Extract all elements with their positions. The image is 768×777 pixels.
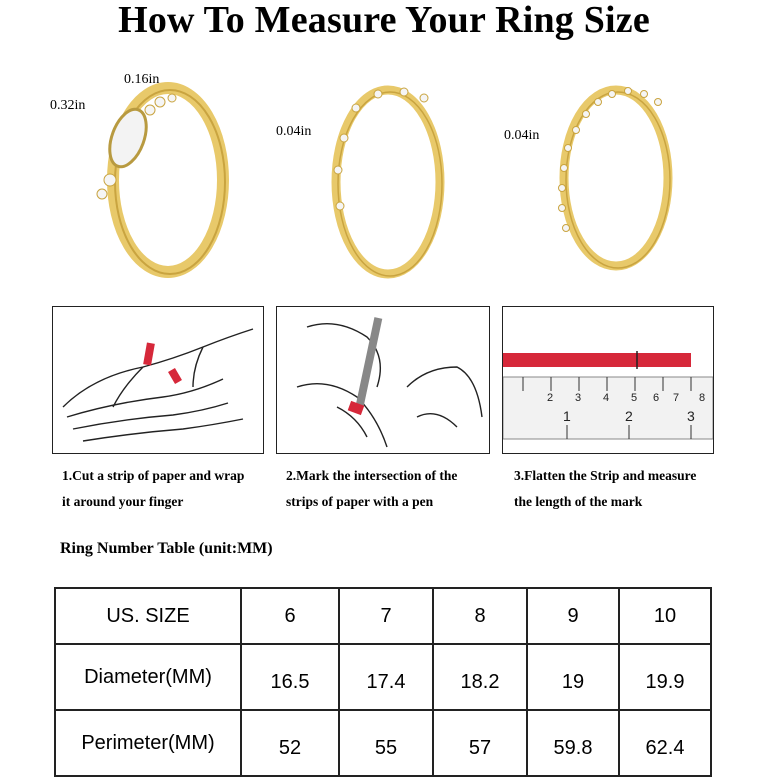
ring-size-table	[54, 587, 712, 777]
row-label-perimeter: Perimeter(MM)	[55, 710, 241, 776]
table-cell: 8	[433, 588, 527, 644]
ring1-width-label: 0.16in	[124, 72, 160, 87]
step2-line2: strips of paper with a pen	[286, 494, 434, 509]
step3-line2: the length of the mark	[514, 494, 643, 509]
table-cell: 10	[619, 588, 711, 644]
ruler-illustration	[503, 307, 713, 453]
step3-caption	[514, 463, 696, 515]
table-row	[55, 710, 711, 776]
ring-thin-image	[316, 78, 456, 293]
row-label-us-size: US. SIZE	[55, 588, 241, 644]
table-row	[55, 588, 711, 644]
table-cell: 52	[241, 710, 339, 776]
hand-wrap-illustration	[53, 307, 263, 453]
table-cell: 17.4	[339, 644, 433, 710]
step3-line1: 3.Flatten the Strip and measure	[514, 468, 697, 483]
step2-line1: 2.Mark the intersection of the	[286, 468, 458, 483]
ruler-cm-5: 5	[631, 392, 638, 404]
page-title: How To Measure Your Ring Size	[118, 0, 650, 41]
ruler-cm-2: 2	[547, 392, 554, 404]
ring2-width-label: 0.04in	[276, 124, 312, 139]
table-cell: 57	[433, 710, 527, 776]
ring-illustrations	[0, 64, 768, 304]
table-title: Ring Number Table (unit:MM)	[60, 540, 273, 557]
table-cell: 59.8	[527, 710, 619, 776]
ring-eternity-image	[540, 78, 690, 288]
table-cell: 19.9	[619, 644, 711, 710]
ruler-inch-2: 2	[625, 408, 633, 424]
table-cell: 55	[339, 710, 433, 776]
step2-panel	[276, 306, 490, 454]
ruler-cm-3: 3	[575, 392, 582, 404]
ruler-cm-4: 4	[603, 392, 610, 404]
step1-panel	[52, 306, 264, 454]
table-cell: 18.2	[433, 644, 527, 710]
table-cell: 7	[339, 588, 433, 644]
table-cell: 62.4	[619, 710, 711, 776]
step3-panel	[502, 306, 714, 454]
ruler-inch-3: 3	[687, 408, 695, 424]
ruler-inch-1: 1	[563, 408, 571, 424]
ring1-height-label: 0.32in	[50, 98, 86, 113]
table-cell: 6	[241, 588, 339, 644]
table-cell: 16.5	[241, 644, 339, 710]
ring-marquise-image	[80, 80, 230, 290]
row-label-diameter: Diameter(MM)	[55, 644, 241, 710]
table-cell: 9	[527, 588, 619, 644]
step1-caption	[62, 463, 244, 515]
ruler-cm-8: 8	[699, 392, 706, 404]
step1-line1: 1.Cut a strip of paper and wrap	[62, 468, 245, 483]
ring3-width-label: 0.04in	[504, 128, 540, 143]
ruler-cm-6: 6	[653, 392, 660, 404]
hand-mark-illustration	[277, 307, 489, 453]
step2-caption	[286, 463, 457, 515]
table-row	[55, 644, 711, 710]
ruler-cm-7: 7	[673, 392, 680, 404]
step1-line2: it around your finger	[62, 494, 184, 509]
table-cell: 19	[527, 644, 619, 710]
